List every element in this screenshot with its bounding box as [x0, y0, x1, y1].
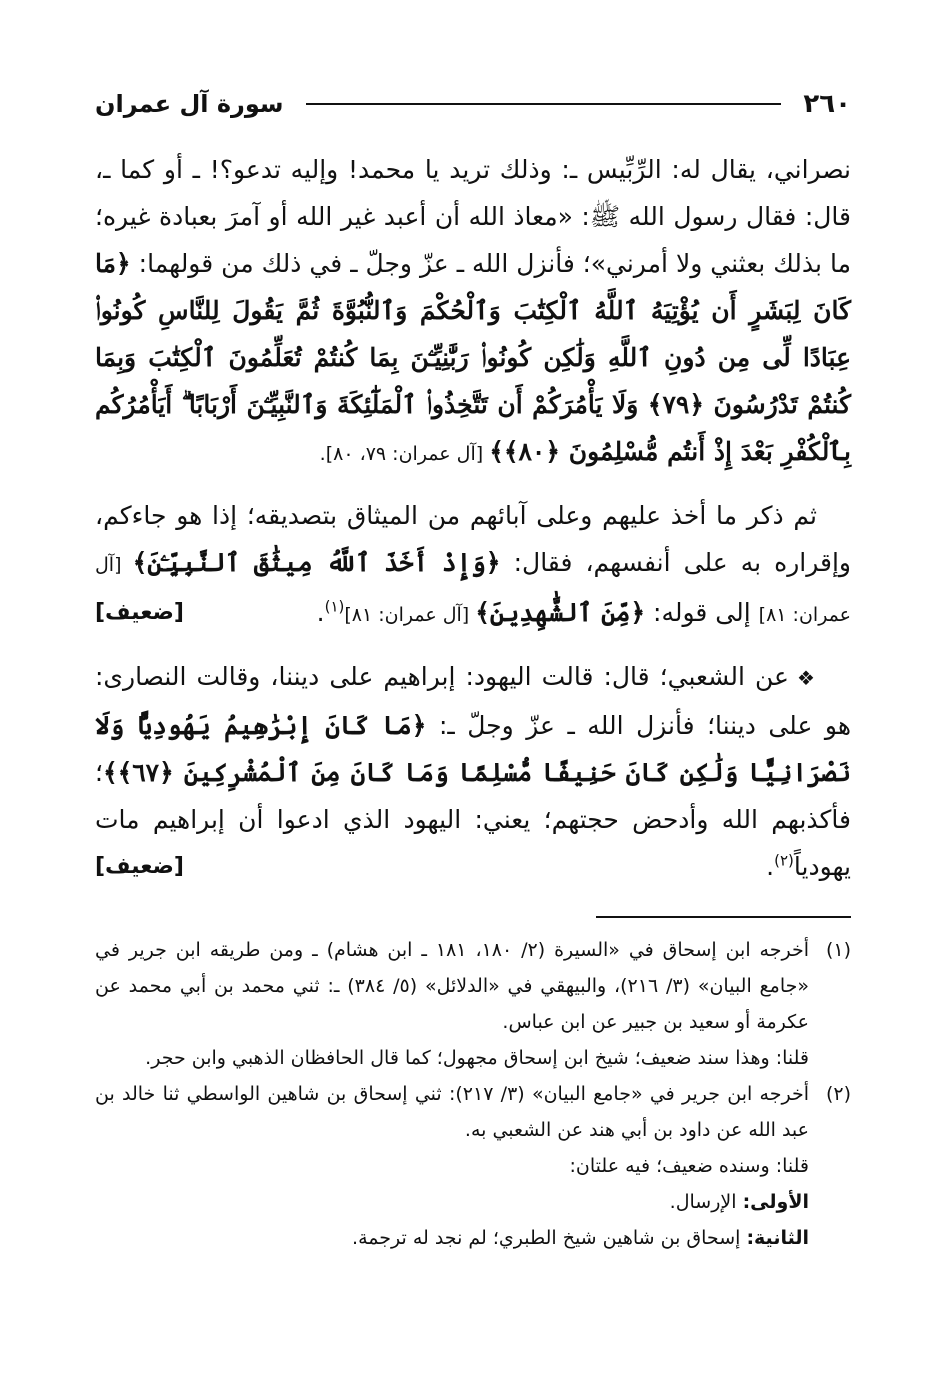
grade-badge: [ضعيف]	[95, 854, 184, 879]
footnote-item-text: إسحاق بن شاهين شيخ الطبري؛ لم نجد له ترجمة.	[352, 1227, 747, 1249]
verse-reference: [آل عمران: ٨١]	[95, 554, 851, 626]
paragraph-end: .	[316, 598, 325, 627]
footnote-line: أخرجه ابن جرير في «جامع البيان» (٣/ ٢١٧): ثني إسحاق بن شاهين الواسطي ثنا خالد بن عبد الله عن داود بن أبي هند عن الشعبي به.	[95, 1083, 809, 1141]
footnote-line: قلنا: وسنده ضعيف؛ فيه علتان:	[569, 1155, 809, 1177]
quran-verse: ﴿مَا كَانَ إِبْرَٰهِيمُ يَهُودِيًّا وَلَا نَصْرَانِيًّا وَلَٰكِن كَانَ حَنِيفًا مُّسْلِمًا وَمَا كَانَ مِنَ ٱلْمُشْرِكِينَ ﴿٦٧﴾﴾	[95, 711, 851, 787]
footnote-line: قلنا: وهذا سند ضعيف؛ شيخ ابن إسحاق مجهول؛ كما قال الحافظان الذهبي وابن حجر.	[145, 1047, 809, 1069]
footnote-number: (١)	[825, 939, 851, 961]
paragraph-text: نصراني، يقال له: الرِّبِّيس ـ: وذلك تريد يا محمد! وإليه تدعو؟! ـ أو كما ـ، قال: فقال رسول الله ﷺ: «معاذ الله أن أعبد غير الله أو آمرَ بعبادة غيره؛ ما بذلك بعثني ولا أمرني»؛ فأنزل الله ـ عزّ وجلّ ـ في ذلك من قولهما:	[95, 155, 851, 278]
page-header	[95, 80, 851, 128]
paragraph-3	[95, 653, 851, 890]
paragraph-end: .	[766, 852, 775, 881]
document-page	[95, 80, 851, 1256]
footnote-line: أخرجه ابن إسحاق في «السيرة (٢/ ١٨٠، ١٨١ ـ ابن هشام) ـ ومن طريقه ابن جرير في «جامع البيان» (٣/ ٢١٦)، والبيهقي في «الدلائل» (٥/ ٣٨٤) ـ: ثني محمد بن أبي محمد عن عكرمة أو سعيد بن جبير عن ابن عباس.	[95, 939, 809, 1033]
footnote-rule	[596, 916, 851, 918]
footnote-number: (٢)	[825, 1083, 851, 1105]
footnote-1	[95, 932, 851, 1076]
paragraph-text: ثم ذكر ما أخذ عليهم وعلى آبائهم من الميثاق بتصديقه؛ إذا هو جاءكم، وإقراره به على أنفسهم، فقال:	[95, 501, 851, 577]
footnote-item	[95, 1220, 809, 1256]
footnote-item-text: الإرسال.	[669, 1191, 743, 1213]
quran-verse: ﴿وَإِذْ أَخَذَ ٱللَّهُ مِيثَٰقَ ٱلنَّبِيِّـۧنَ﴾	[132, 548, 501, 577]
verse-reference: [آل عمران: ٧٩، ٨٠].	[319, 443, 490, 465]
footnote-marker[interactable]: (١)	[324, 597, 345, 616]
page-number: ٢٦٠	[803, 89, 851, 119]
footnote-2	[95, 1076, 851, 1256]
verse-reference: [آل عمران: ٨١]	[344, 604, 476, 626]
star-icon: ❖	[796, 666, 817, 690]
grade-badge: [ضعيف]	[95, 600, 184, 625]
paragraph-text: ؛ فأكذبهم الله وأدحض حجتهم؛ يعني: اليهود الذي ادعوا أن إبراهيم مات يهودياً	[95, 758, 851, 881]
footnote-body	[95, 932, 809, 1076]
paragraph-text: عن الشعبي؛ قال: قالت اليهود: إبراهيم على ديننا، وقالت النصارى: هو على ديننا؛ فأنزل الله ـ عزّ وجلّ ـ:	[95, 662, 851, 740]
footnote-marker[interactable]: (٢)	[774, 851, 794, 870]
surah-title: سورة آل عمران	[95, 90, 284, 118]
quran-verse: ﴿مَا كَانَ لِبَشَرٍ أَن يُؤْتِيَهُ ٱللَّهُ ٱلْكِتَٰبَ وَٱلْحُكْمَ وَٱلنُّبُوَّةَ ثُمَّ يَقُولَ لِلنَّاسِ كُونُوا۟ عِبَادًا لِّى مِن دُونِ ٱللَّهِ وَلَٰكِن كُونُوا۟ رَبَّٰنِيِّـۧنَ بِمَا كُنتُمْ تُعَلِّمُونَ ٱلْكِتَٰبَ وَبِمَا كُنتُمْ تَدْرُسُونَ ﴿٧٩﴾ وَلَا يَأْمُرَكُمْ أَن تَتَّخِذُوا۟ ٱلْمَلَٰٓئِكَةَ وَٱلنَّبِيِّـۧنَ أَرْبَابًا ۗ أَيَأْمُرُكُم بِٱلْكُفْرِ بَعْدَ إِذْ أَنتُم مُّسْلِمُونَ ﴿٨٠﴾﴾	[95, 249, 851, 466]
header-rule	[306, 103, 782, 105]
quran-verse: ﴿مِّنَ ٱلشَّٰهِدِينَ﴾	[475, 598, 646, 627]
footnote-item	[95, 1184, 809, 1220]
footnote-item-label: الأولى:	[742, 1191, 809, 1213]
paragraph-1	[95, 146, 851, 478]
footnote-body	[95, 1076, 809, 1256]
footnote-item-label: الثانية:	[746, 1227, 809, 1249]
paragraph-2	[95, 492, 851, 639]
main-text	[95, 146, 851, 890]
paragraph-text: إلى قوله:	[645, 598, 759, 627]
footnotes	[95, 932, 851, 1256]
